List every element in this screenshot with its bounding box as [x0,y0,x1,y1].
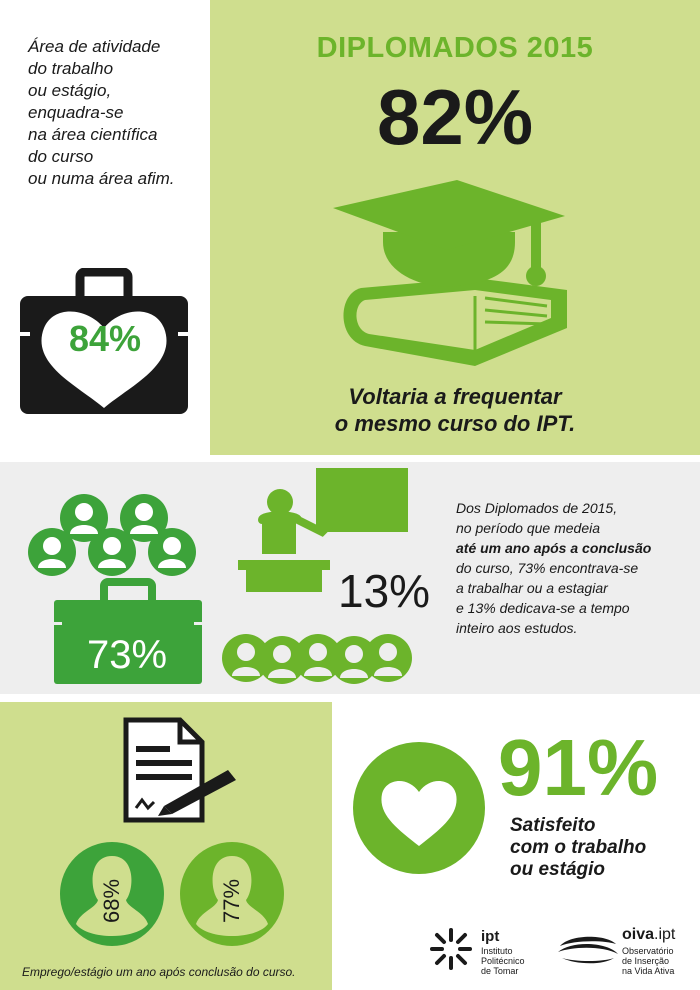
oiva-subtitle [622,946,674,976]
percent-77: 77% [219,878,244,924]
contract-signature-icon [120,716,242,826]
ipt-line: Politécnico [481,956,525,966]
satisfeito-caption [510,815,646,881]
oiva-name-rest: .ipt [654,926,676,943]
caption-line: o mesmo curso do IPT. [334,411,576,436]
heart-icon [340,742,498,874]
ipt-name: ipt [481,928,500,945]
percent-68: 68% [99,878,124,924]
caption-line: Satisfeito [510,815,596,836]
voltaria-caption [210,383,700,437]
oiva-name [622,926,675,944]
area-line: do curso [28,147,94,166]
desc-line: Dos Diplomados de 2015, [456,500,618,516]
oiva-line: na Vida Ativa [622,966,675,976]
percent-82: 82% [376,73,534,161]
ipt-line: Instituto [481,946,513,956]
area-line: na área científica [28,125,158,144]
ipt-logo-icon [428,926,474,972]
desc-line: e 13% dedicava-se a tempo [456,600,630,616]
ipt-line: de Tomar [481,966,519,976]
diplomados-description [456,498,696,638]
oiva-line: Observatório [622,946,674,956]
area-line: enquadra-se [28,103,124,122]
percent-91: 91% [498,723,659,812]
desc-line: do curso, 73% encontrava-se [456,560,639,576]
desc-line: inteiro aos estudos. [456,620,578,636]
area-line: ou estágio, [28,81,112,100]
caption-line: ou estágio [510,859,606,880]
desc-line-bold: até um ano após a conclusão [456,540,652,556]
caption-line: com o trabalho [510,837,647,858]
oiva-name-bold: oiva [622,926,655,943]
people-group-icon [22,492,204,578]
caption-line: Voltaria a frequentar [348,384,562,409]
oiva-logo-icon [556,932,620,968]
area-line: Área de atividade [28,37,161,56]
area-description [28,36,218,190]
emprego-caption: Emprego/estágio um ano após conclusão do curso. [22,965,296,979]
desc-line: no período que medeia [456,520,600,536]
percent-73: 73% [86,633,168,677]
diplomados-title: DIPLOMADOS 2015 [316,32,594,64]
graduation-cap-book-icon [325,178,575,374]
people-group-small-icon [218,630,414,690]
area-line: ou numa área afim. [28,169,175,188]
desc-line: a trabalhar ou a estagiar [456,580,608,596]
ipt-subtitle [481,946,525,976]
percent-13: 13% [338,565,431,617]
oiva-line: de Inserção [622,956,670,966]
percent-84: 84% [68,318,142,359]
area-line: do trabalho [28,59,114,78]
